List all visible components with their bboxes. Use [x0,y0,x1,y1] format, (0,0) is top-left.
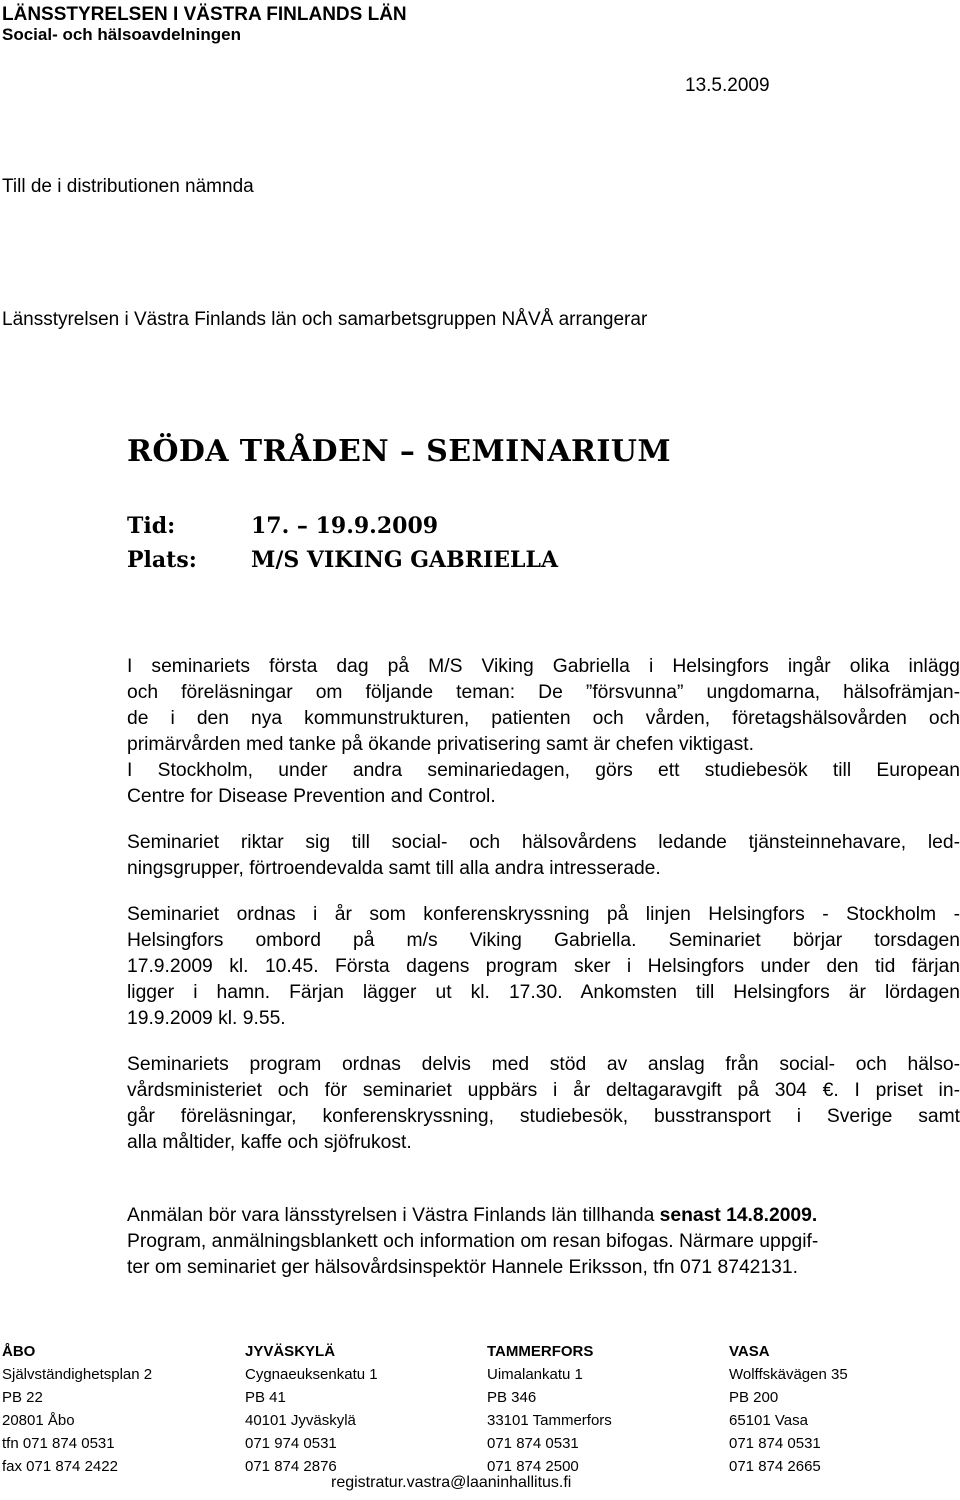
text-line: ningsgrupper, förtroendevalda samt till alla andra intresserade. [127,858,661,879]
body-text [127,654,960,1281]
text-line [127,1203,960,1229]
office-city: JYVÄSKYLÄ [245,1343,336,1360]
office-fax: 071 874 2876 [245,1458,337,1475]
office-tammerfors [487,1340,612,1478]
text-line: de i den nya kommunstrukturen, patienten och vården, företagshälsovården och [127,708,960,729]
office-box: PB 346 [487,1389,537,1406]
office-address: Självständighetsplan 2 [2,1366,153,1383]
paragraph-cruise [127,902,960,1032]
office-postal: 33101 Tammerfors [487,1412,612,1429]
seminar-title: RÖDA TRÅDEN – SEMINARIUM [127,434,671,469]
office-box: PB 41 [245,1389,286,1406]
office-phone: tfn 071 874 0531 [2,1435,115,1452]
office-jyvaskyla [245,1340,378,1478]
text-line: Centre for Disease Prevention and Control. [127,786,496,807]
office-box: PB 22 [2,1389,43,1406]
office-address: Cygnaeuksenkatu 1 [245,1366,378,1383]
text-line: alla måltider, kaffe och sjöfrukost. [127,1132,412,1153]
office-fax: 071 874 2500 [487,1458,579,1475]
registration-text: Anmälan bör vara länsstyrelsen i Västra Finlands län tillhanda [127,1205,660,1226]
intro-line: Länsstyrelsen i Västra Finlands län och samarbetsgruppen NÅVÅ arrangerar [2,309,648,330]
text-line: Seminariet ordnas i år som konferenskryssning på linjen Helsingfors - Stockholm - [127,904,960,925]
office-box: PB 200 [729,1389,779,1406]
text-line: I seminariets första dag på M/S Viking Gabriella i Helsingfors ingår olika inlägg [127,656,960,677]
text-line: 19.9.2009 kl. 9.55. [127,1008,286,1029]
office-city: ÅBO [2,1343,36,1360]
text-line: primärvården med tanke på ökande privatisering samt är chefen viktigast. [127,734,754,755]
time-value: 17. – 19.9.2009 [251,513,439,539]
office-fax: fax 071 874 2422 [2,1458,118,1475]
department-name: Social- och hälsoavdelningen [2,25,241,44]
office-fax: 071 874 2665 [729,1458,821,1475]
text-line: vårdsministeriet och för seminariet uppbärs i år deltagaravgift på 304 €. I priset in- [127,1080,960,1101]
office-postal: 20801 Åbo [2,1412,75,1429]
text-line: Program, anmälningsblankett och information om resan bifogas. Närmare uppgif- [127,1231,819,1252]
time-label: Tid: [127,513,176,539]
text-line: Seminariet riktar sig till social- och hälsovårdens ledande tjänsteinnehavare, led- [127,832,960,853]
office-postal: 65101 Vasa [729,1412,808,1429]
paragraph-program [127,654,960,810]
organization-name: LÄNSSTYRELSEN I VÄSTRA FINLANDS LÄN [2,4,407,25]
place-label: Plats: [127,547,197,573]
office-city: VASA [729,1343,770,1360]
text-line: 17.9.2009 kl. 10.45. Första dagens program sker i Helsingfors under den tid färjan [127,956,960,977]
text-line: ligger i hamn. Färjan lägger ut kl. 17.30. Ankomsten till Helsingfors är lördagen [127,982,960,1003]
text-line: ter om seminariet ger hälsovårdsinspektör Hannele Eriksson, tfn 071 8742131. [127,1257,798,1278]
text-line: Seminariets program ordnas delvis med stöd av anslag från social- och hälso- [127,1054,960,1075]
place-value: M/S VIKING GABRIELLA [251,547,559,573]
office-abo [2,1340,152,1478]
footer-email: registratur.vastra@laaninhallitus.fi [331,1474,572,1491]
office-phone: 071 874 0531 [729,1435,821,1452]
office-postal: 40101 Jyväskylä [245,1412,356,1429]
paragraph-registration [127,1203,960,1281]
text-line: I Stockholm, under andra seminariedagen, görs ett studiebesök till European [127,760,960,781]
text-line: Helsingfors ombord på m/s Viking Gabriella. Seminariet börjar torsdagen [127,930,960,951]
registration-deadline: senast 14.8.2009. [659,1205,818,1226]
office-vasa [729,1340,848,1478]
paragraph-fee [127,1052,960,1156]
text-line: går föreläsningar, konferenskryssning, studiebesök, busstransport i Sverige samt [127,1106,960,1127]
office-phone: 071 874 0531 [487,1435,579,1452]
office-address: Wolffskävägen 35 [729,1366,848,1383]
text-line: och föreläsningar om följande teman: De ”försvunna” ungdomarna, hälsofrämjan- [127,682,960,703]
office-city: TAMMERFORS [487,1343,594,1360]
greeting: Till de i distributionen nämnda [2,176,254,197]
office-phone: 071 974 0531 [245,1435,337,1452]
document-date: 13.5.2009 [685,75,770,96]
paragraph-audience [127,830,960,882]
office-address: Uimalankatu 1 [487,1366,583,1383]
